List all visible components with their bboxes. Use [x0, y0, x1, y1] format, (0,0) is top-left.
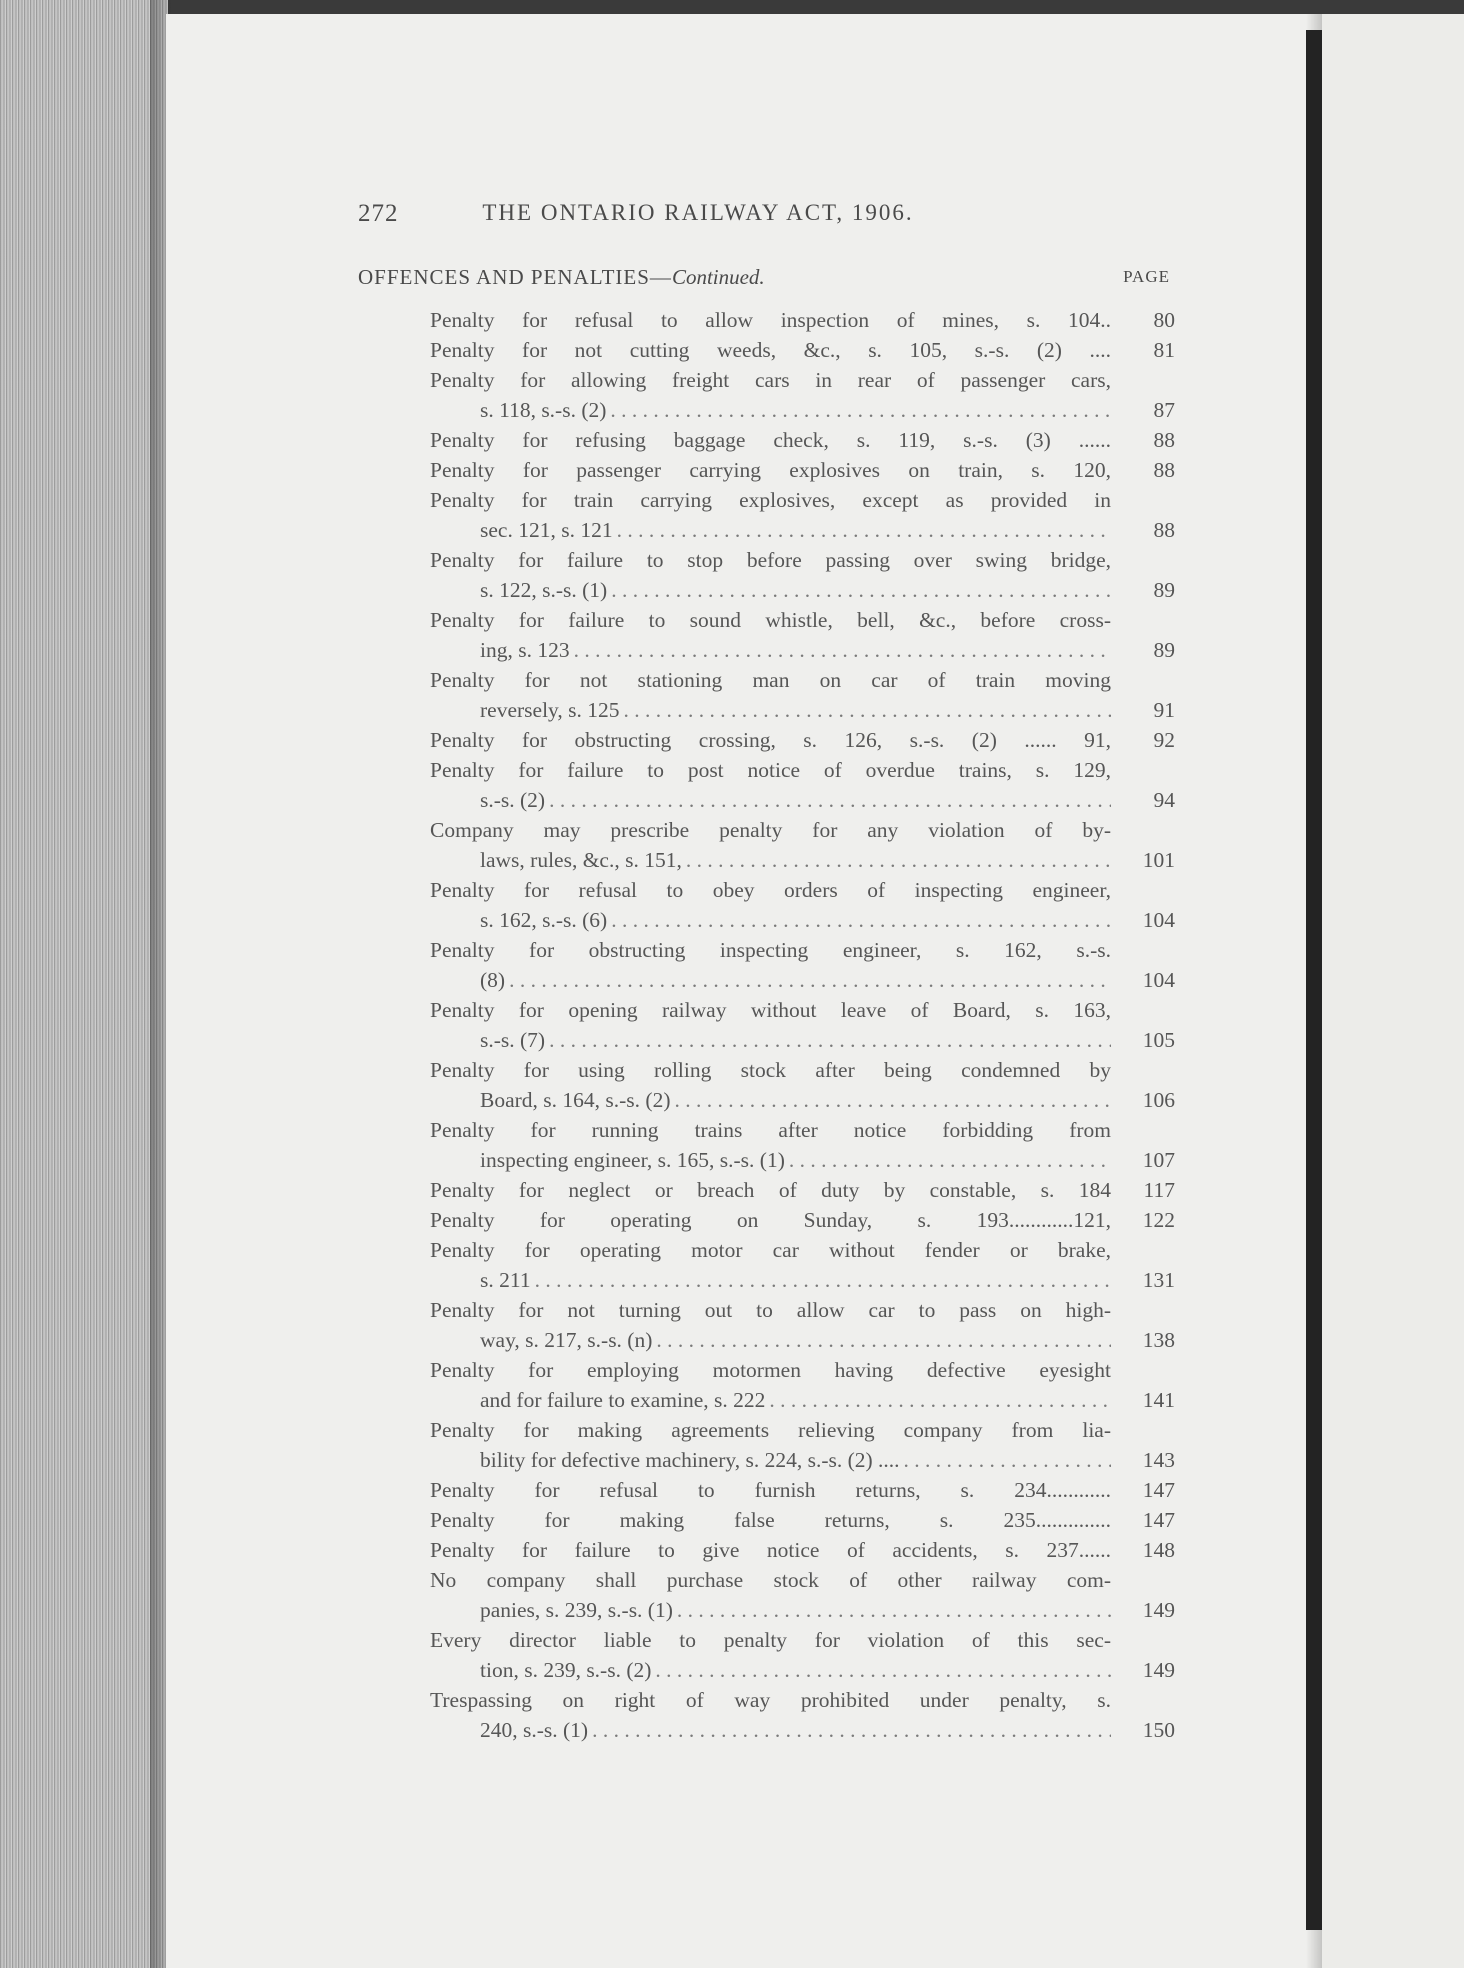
- entry-text: [430, 1565, 1111, 1625]
- entry-continuation: [430, 515, 1111, 545]
- page-column-label: PAGE: [1123, 267, 1170, 286]
- index-entry: [430, 1685, 1175, 1745]
- entry-text: [430, 755, 1111, 815]
- dot-leader: [900, 1445, 1111, 1475]
- entry-line: Penalty for employing motormen having defective eyesight: [430, 1358, 1111, 1382]
- entry-text: [430, 725, 1111, 755]
- entry-text: [430, 935, 1111, 995]
- entry-continuation: [430, 1715, 1111, 1745]
- entry-line: way, s. 217, s.-s. (n): [480, 1328, 653, 1352]
- section-continued: Continued.: [671, 265, 765, 289]
- entry-line: Penalty for obstructing inspecting engineer, s. 162, s.-s.: [430, 938, 1111, 962]
- page-reference: 89: [1153, 578, 1175, 602]
- entry-text: [430, 1505, 1111, 1535]
- section-title: OFFENCES AND PENALTIES—Continued.: [358, 265, 765, 289]
- entry-line: s.-s. (2): [480, 788, 546, 812]
- page-number: 272: [358, 200, 399, 227]
- entry-continuation: [430, 635, 1111, 665]
- entry-line: Penalty for allowing freight cars in rear of passenger cars,: [430, 368, 1111, 392]
- index-entry: [430, 995, 1175, 1055]
- entry-line: Trespassing on right of way prohibited under penalty, s.: [430, 1688, 1111, 1712]
- index-entry: [430, 1625, 1175, 1685]
- page-reference: 89: [1153, 638, 1175, 662]
- entry-line: s. 211: [480, 1268, 531, 1292]
- entry-continuation: [430, 575, 1111, 605]
- dot-leader: [785, 1145, 1111, 1175]
- section-heading: [358, 265, 1170, 295]
- entry-text: [430, 485, 1111, 545]
- entry-line: Penalty for running trains after notice forbidding from: [430, 1118, 1111, 1142]
- index-entry: [430, 1415, 1175, 1475]
- entry-text: [430, 665, 1111, 725]
- index-entry: [430, 425, 1175, 455]
- book-spine: [1306, 30, 1322, 1930]
- dot-leader: [671, 1085, 1112, 1115]
- dot-leader: [606, 395, 1111, 425]
- entry-line: Penalty for making false returns, s. 235..............: [430, 1508, 1111, 1532]
- entry-continuation: [430, 1595, 1111, 1625]
- dot-leader: [673, 1595, 1111, 1625]
- index-entries: [430, 305, 1175, 1745]
- entry-line: Penalty for failure to give notice of accidents, s. 237......: [430, 1538, 1111, 1562]
- entry-text: [430, 815, 1111, 875]
- index-entry: [430, 875, 1175, 935]
- index-entry: [430, 1175, 1175, 1205]
- entry-continuation: [430, 1445, 1111, 1475]
- entry-text: [430, 1625, 1111, 1685]
- entry-line: s. 122, s.-s. (1): [480, 578, 608, 602]
- entry-line: Penalty for refusal to furnish returns, s. 234............: [430, 1478, 1111, 1502]
- entry-line: Penalty for not turning out to allow car to pass on high-: [430, 1298, 1111, 1322]
- entry-line: No company shall purchase stock of other railway com-: [430, 1568, 1111, 1592]
- page-reference: 147: [1142, 1508, 1175, 1532]
- entry-line: tion, s. 239, s.-s. (2): [480, 1658, 652, 1682]
- index-entry: [430, 545, 1175, 605]
- dot-leader: [505, 965, 1111, 995]
- entry-text: [430, 1175, 1111, 1205]
- page-reference: 94: [1153, 788, 1175, 812]
- running-title: THE ONTARIO RAILWAY ACT, 1906.: [482, 200, 914, 225]
- page-reference: 147: [1142, 1478, 1175, 1502]
- page-reference: 88: [1153, 518, 1175, 542]
- entry-text: [430, 875, 1111, 935]
- page-reference: 101: [1142, 848, 1175, 872]
- page-reference: 138: [1142, 1328, 1175, 1352]
- page-reference: 92: [1153, 728, 1175, 752]
- entry-line: s. 118, s.-s. (2): [480, 398, 607, 422]
- index-entry: [430, 485, 1175, 545]
- page-reference: 143: [1142, 1448, 1175, 1472]
- entry-text: [430, 1115, 1111, 1175]
- index-entry: [430, 1535, 1175, 1565]
- entry-text: [430, 1415, 1111, 1475]
- page-reference: 141: [1142, 1388, 1175, 1412]
- entry-line: Penalty for neglect or breach of duty by constable, s. 184: [430, 1178, 1111, 1202]
- entry-line: Penalty for failure to post notice of overdue trains, s. 129,: [430, 758, 1111, 782]
- entry-text: [430, 995, 1111, 1055]
- page-reference: 117: [1143, 1178, 1175, 1202]
- page-reference: 131: [1142, 1268, 1175, 1292]
- entry-text: [430, 455, 1111, 485]
- page-reference: 122: [1142, 1208, 1175, 1232]
- entry-line: Company may prescribe penalty for any violation of by-: [430, 818, 1111, 842]
- index-entry: [430, 755, 1175, 815]
- dot-leader: [531, 1265, 1111, 1295]
- entry-line: (8): [480, 968, 506, 992]
- entry-continuation: [430, 1325, 1111, 1355]
- index-entry: [430, 1505, 1175, 1535]
- entry-line: Penalty for passenger carrying explosives on train, s. 120,: [430, 458, 1111, 482]
- entry-continuation: [430, 1145, 1111, 1175]
- page-reference: 148: [1142, 1538, 1175, 1562]
- index-entry: [430, 1205, 1175, 1235]
- entry-continuation: [430, 965, 1111, 995]
- entry-line: sec. 121, s. 121: [480, 518, 613, 542]
- entry-continuation: [430, 1265, 1111, 1295]
- entry-continuation: [430, 1385, 1111, 1415]
- page-reference: 107: [1142, 1148, 1175, 1172]
- index-entry: [430, 365, 1175, 425]
- entry-line: Penalty for not cutting weeds, &c., s. 105, s.-s. (2) ....: [430, 338, 1111, 362]
- entry-line: Penalty for obstructing crossing, s. 126, s.-s. (2) ...... 91,: [430, 728, 1111, 752]
- entry-line: Penalty for using rolling stock after being condemned by: [430, 1058, 1111, 1082]
- entry-continuation: [430, 905, 1111, 935]
- entry-text: [430, 335, 1111, 365]
- entry-line: Penalty for not stationing man on car of train moving: [430, 668, 1111, 692]
- page-reference: 149: [1142, 1658, 1175, 1682]
- dot-leader: [570, 635, 1111, 665]
- entry-line: inspecting engineer, s. 165, s.-s. (1): [480, 1148, 785, 1172]
- entry-line: Penalty for making agreements relieving company from lia-: [430, 1418, 1111, 1442]
- index-entry: [430, 1355, 1175, 1415]
- entry-text: [430, 365, 1111, 425]
- dot-leader: [588, 1715, 1111, 1745]
- entry-text: [430, 1535, 1111, 1565]
- index-entry: [430, 1235, 1175, 1295]
- entry-text: [430, 1355, 1111, 1415]
- entry-line: Penalty for opening railway without leave of Board, s. 163,: [430, 998, 1111, 1022]
- entry-line: s. 162, s.-s. (6): [480, 908, 608, 932]
- entry-text: [430, 1055, 1111, 1115]
- entry-text: [430, 1295, 1111, 1355]
- entry-continuation: [430, 785, 1111, 815]
- entry-line: Penalty for refusing baggage check, s. 119, s.-s. (3) ......: [430, 428, 1111, 452]
- entry-continuation: [430, 695, 1111, 725]
- index-entry: [430, 455, 1175, 485]
- dot-leader: [607, 905, 1111, 935]
- entry-text: [430, 545, 1111, 605]
- page-reference: 105: [1142, 1028, 1175, 1052]
- dot-leader: [620, 695, 1111, 725]
- page-reference: 88: [1153, 458, 1175, 482]
- entry-line: Penalty for refusal to obey orders of inspecting engineer,: [430, 878, 1111, 902]
- entry-continuation: [430, 1085, 1111, 1115]
- entry-line: ing, s. 123: [480, 638, 570, 662]
- dot-leader: [613, 515, 1111, 545]
- entry-line: bility for defective machinery, s. 224, s.-s. (2) ....: [480, 1448, 900, 1472]
- page-header: [358, 200, 978, 230]
- entry-line: Penalty for failure to stop before passing over swing bridge,: [430, 548, 1111, 572]
- entry-line: panies, s. 239, s.-s. (1): [480, 1598, 673, 1622]
- dot-leader: [765, 1385, 1111, 1415]
- index-entry: [430, 665, 1175, 725]
- entry-text: [430, 605, 1111, 665]
- dot-leader: [545, 1025, 1111, 1055]
- entry-continuation: [430, 1025, 1111, 1055]
- page-reference: 104: [1142, 908, 1175, 932]
- entry-text: [430, 1205, 1111, 1235]
- index-entry: [430, 335, 1175, 365]
- index-entry: [430, 725, 1175, 755]
- dot-leader: [652, 1325, 1111, 1355]
- index-entry: [430, 1475, 1175, 1505]
- entry-continuation: [430, 395, 1111, 425]
- facing-page: [1322, 14, 1464, 1968]
- book-page-edges: [0, 0, 168, 1968]
- entry-line: laws, rules, &c., s. 151,: [480, 848, 682, 872]
- entry-text: [430, 1685, 1111, 1745]
- page-reference: 149: [1142, 1598, 1175, 1622]
- entry-line: Board, s. 164, s.-s. (2): [480, 1088, 671, 1112]
- entry-line: 240, s.-s. (1): [480, 1718, 589, 1742]
- dot-leader: [545, 785, 1111, 815]
- dot-leader: [607, 575, 1111, 605]
- index-entry: [430, 815, 1175, 875]
- index-entry: [430, 935, 1175, 995]
- entry-text: [430, 1475, 1111, 1505]
- entry-text: [430, 425, 1111, 455]
- entry-line: Penalty for operating motor car without fender or brake,: [430, 1238, 1111, 1262]
- entry-continuation: [430, 845, 1111, 875]
- index-entry: [430, 1115, 1175, 1175]
- entry-text: [430, 305, 1111, 335]
- page-reference: 91: [1153, 698, 1175, 722]
- index-entry: [430, 1565, 1175, 1625]
- index-entry: [430, 1055, 1175, 1115]
- entry-line: Every director liable to penalty for violation of this sec-: [430, 1628, 1111, 1652]
- index-entry: [430, 305, 1175, 335]
- page-reference: 88: [1153, 428, 1175, 452]
- entry-line: reversely, s. 125: [480, 698, 620, 722]
- entry-line: Penalty for operating on Sunday, s. 193............121,: [430, 1208, 1111, 1232]
- entry-continuation: [430, 1655, 1111, 1685]
- page-reference: 81: [1153, 338, 1175, 362]
- index-entry: [430, 1295, 1175, 1355]
- entry-line: s.-s. (7): [480, 1028, 546, 1052]
- entry-line: Penalty for refusal to allow inspection of mines, s. 104..: [430, 308, 1111, 332]
- page-reference: 87: [1153, 398, 1175, 422]
- page-reference: 106: [1142, 1088, 1175, 1112]
- page-reference: 104: [1142, 968, 1175, 992]
- index-entry: [430, 605, 1175, 665]
- page-reference: 80: [1153, 308, 1175, 332]
- entry-text: [430, 1235, 1111, 1295]
- dot-leader: [651, 1655, 1111, 1685]
- dot-leader: [682, 845, 1111, 875]
- entry-line: Penalty for train carrying explosives, except as provided in: [430, 488, 1111, 512]
- entry-line: and for failure to examine, s. 222: [480, 1388, 766, 1412]
- page-reference: 150: [1142, 1718, 1175, 1742]
- entry-line: Penalty for failure to sound whistle, bell, &c., before cross-: [430, 608, 1111, 632]
